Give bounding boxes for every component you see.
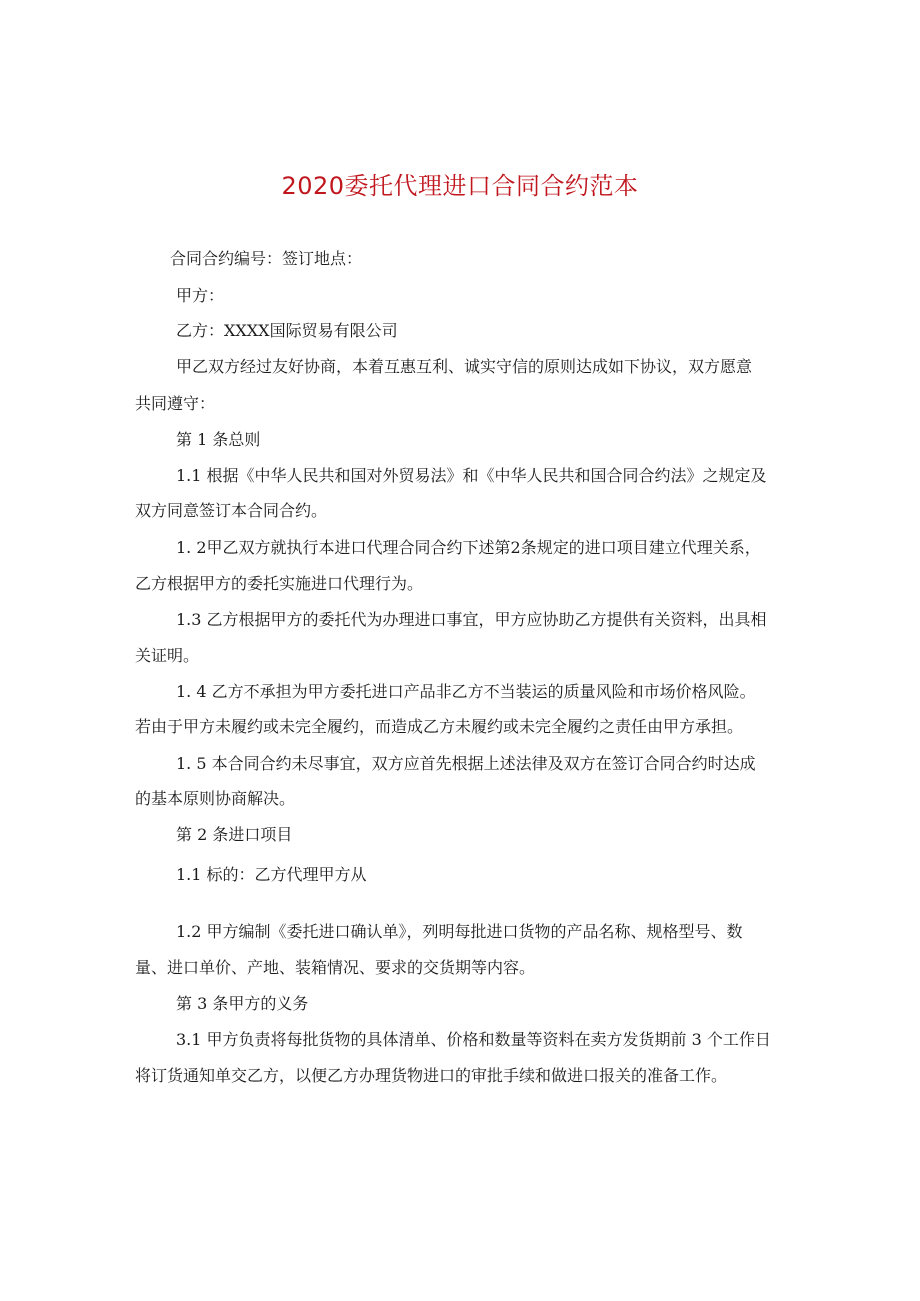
clause-line: 1.3 乙方根据甲方的委托代为办理进口事宜，甲方应协助乙方提供有关资料，出具相 [176, 610, 767, 629]
party-a-line: 甲方： [176, 286, 225, 305]
article-heading: 第 3 条甲方的义务 [176, 994, 309, 1013]
clause-line: 乙方根据甲方的委托实施进口代理行为。 [135, 574, 424, 593]
contract-number-line: 合同合约编号：签订地点： [170, 249, 363, 268]
clause-line: 量、进口单价、产地、装箱情况、要求的交货期等内容。 [135, 958, 536, 977]
party-b-line: 乙方：XXXX国际贸易有限公司 [176, 321, 398, 340]
clause-line: 1.2 甲方编制《委托进口确认单》，列明每批进口货物的产品名称、规格型号、数 [176, 922, 743, 941]
preamble-line: 共同遵守： [135, 394, 216, 413]
clause-line: 1. 5 本合同合约未尽事宜，双方应首先根据上述法律及双方在签订合同合约时达成 [176, 754, 756, 773]
clause-line: 1. 2甲乙双方就执行本进口代理合同合约下述第2条规定的进口项目建立代理关系， [176, 538, 761, 557]
document-title: 2020委托代理进口合同合约范本 [281, 172, 639, 200]
preamble-line: 甲乙双方经过友好协商，本着互惠互利、诚实守信的原则达成如下协议，双方愿意 [176, 357, 753, 376]
clause-line: 1. 4 乙方不承担为甲方委托进口产品非乙方不当装运的质量风险和市场价格风险。 [176, 682, 756, 701]
clause-line: 1.1 根据《中华人民共和国对外贸易法》和《中华人民共和国合同合约法》之规定及 [176, 466, 767, 485]
clause-line: 的基本原则协商解决。 [135, 789, 296, 808]
clause-line: 将订货通知单交乙方，以便乙方办理货物进口的审批手续和做进口报关的准备工作。 [135, 1066, 728, 1085]
clause-line: 1.1 标的：乙方代理甲方从 [176, 865, 367, 884]
clause-line: 关证明。 [135, 646, 200, 665]
clause-line: 若由于甲方未履约或未完全履约，而造成乙方未履约或未完全履约之责任由甲方承担。 [135, 717, 744, 736]
clause-line: 双方同意签订本合同合约。 [135, 501, 328, 520]
clause-line: 3.1 甲方负责将每批货物的具体清单、价格和数量等资料在卖方发货期前 3 个工作日 [176, 1030, 771, 1049]
article-heading: 第 1 条总则 [176, 430, 261, 449]
article-heading: 第 2 条进口项目 [176, 825, 293, 844]
